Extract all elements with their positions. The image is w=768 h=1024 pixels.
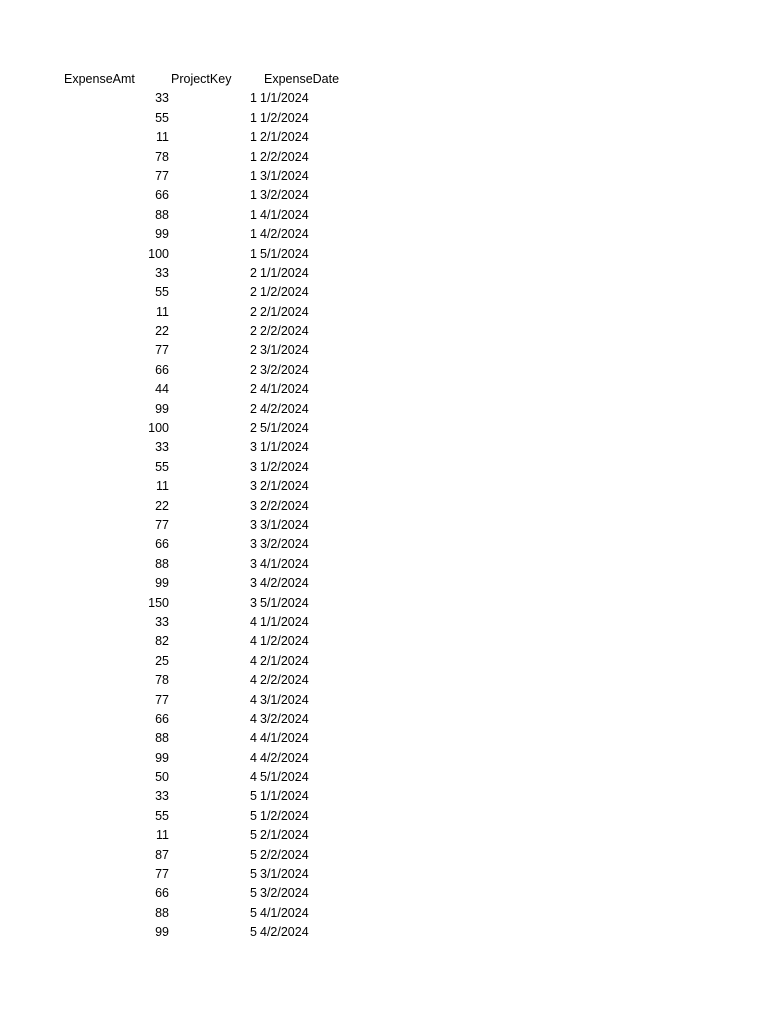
expense-date-cell: 3/2/2024 (260, 188, 309, 203)
expense-amt-cell: 66 (155, 886, 169, 901)
project-key-cell: 2 (250, 343, 257, 358)
expense-date-cell: 2/1/2024 (260, 828, 309, 843)
expense-amt-cell: 77 (155, 867, 169, 882)
table-row (0, 691, 768, 710)
expense-amt-cell: 99 (155, 401, 169, 416)
header-project-key: ProjectKey (171, 72, 232, 86)
expense-date-cell: 3/2/2024 (260, 362, 309, 377)
project-key-cell: 4 (250, 673, 257, 688)
expense-date-cell: 4/2/2024 (260, 227, 309, 242)
project-key-cell: 3 (250, 517, 257, 532)
project-key-cell: 4 (250, 711, 257, 726)
expense-date-cell: 5/1/2024 (260, 246, 309, 261)
expense-amt-cell: 100 (148, 246, 169, 261)
table-row (0, 400, 768, 419)
expense-date-cell: 3/2/2024 (260, 537, 309, 552)
table-row (0, 652, 768, 671)
expense-date-cell: 4/1/2024 (260, 556, 309, 571)
expense-amt-cell: 22 (155, 498, 169, 513)
project-key-cell: 1 (250, 188, 257, 203)
expense-date-cell: 4/1/2024 (260, 905, 309, 920)
header-row (0, 70, 768, 89)
project-key-cell: 4 (250, 731, 257, 746)
table-row (0, 749, 768, 768)
table-row (0, 225, 768, 244)
table-row (0, 497, 768, 516)
expense-date-cell: 1/1/2024 (260, 440, 309, 455)
expense-amt-cell: 77 (155, 168, 169, 183)
project-key-cell: 5 (250, 828, 257, 843)
table-row (0, 516, 768, 535)
expense-date-cell: 4/2/2024 (260, 750, 309, 765)
expense-date-cell: 1/2/2024 (260, 110, 309, 125)
table-row (0, 303, 768, 322)
project-key-cell: 3 (250, 576, 257, 591)
expense-amt-cell: 150 (148, 595, 169, 610)
project-key-cell: 4 (250, 634, 257, 649)
table-row (0, 341, 768, 360)
expense-amt-cell: 88 (155, 207, 169, 222)
expense-amt-cell: 33 (155, 789, 169, 804)
project-key-cell: 2 (250, 362, 257, 377)
project-key-cell: 5 (250, 789, 257, 804)
expense-amt-cell: 33 (155, 614, 169, 629)
table-row (0, 613, 768, 632)
expense-amt-cell: 55 (155, 285, 169, 300)
expense-amt-cell: 78 (155, 149, 169, 164)
expense-date-cell: 4/2/2024 (260, 576, 309, 591)
expense-amt-cell: 50 (155, 770, 169, 785)
expense-amt-cell: 88 (155, 556, 169, 571)
expense-amt-cell: 11 (156, 828, 169, 843)
expense-amt-cell: 99 (155, 925, 169, 940)
table-row (0, 186, 768, 205)
project-key-cell: 3 (250, 459, 257, 474)
expense-date-cell: 2/1/2024 (260, 479, 309, 494)
expense-date-cell: 2/2/2024 (260, 673, 309, 688)
table-row (0, 167, 768, 186)
project-key-cell: 4 (250, 692, 257, 707)
expense-date-cell: 3/1/2024 (260, 867, 309, 882)
project-key-cell: 4 (250, 770, 257, 785)
expense-amt-cell: 11 (156, 479, 169, 494)
expense-amt-cell: 66 (155, 362, 169, 377)
project-key-cell: 5 (250, 847, 257, 862)
project-key-cell: 2 (250, 382, 257, 397)
expense-amt-cell: 78 (155, 673, 169, 688)
expense-amt-cell: 66 (155, 188, 169, 203)
expense-date-cell: 4/2/2024 (260, 401, 309, 416)
expense-date-cell: 1/1/2024 (260, 614, 309, 629)
project-key-cell: 3 (250, 498, 257, 513)
table-row (0, 283, 768, 302)
table-row (0, 574, 768, 593)
expense-date-cell: 4/1/2024 (260, 382, 309, 397)
table-row (0, 264, 768, 283)
expense-date-cell: 1/1/2024 (260, 789, 309, 804)
expense-date-cell: 3/1/2024 (260, 343, 309, 358)
project-key-cell: 3 (250, 479, 257, 494)
project-key-cell: 1 (250, 130, 257, 145)
project-key-cell: 3 (250, 537, 257, 552)
project-key-cell: 2 (250, 324, 257, 339)
expense-amt-cell: 87 (155, 847, 169, 862)
table-row (0, 458, 768, 477)
expense-date-cell: 1/2/2024 (260, 285, 309, 300)
table-row (0, 206, 768, 225)
expense-amt-cell: 25 (155, 653, 169, 668)
expense-amt-cell: 33 (155, 91, 169, 106)
table-row (0, 477, 768, 496)
expense-date-cell: 1/1/2024 (260, 265, 309, 280)
expense-date-cell: 5/1/2024 (260, 421, 309, 436)
table-row (0, 923, 768, 942)
project-key-cell: 4 (250, 614, 257, 629)
table-row (0, 884, 768, 903)
expense-date-cell: 3/1/2024 (260, 692, 309, 707)
expense-amt-cell: 77 (155, 343, 169, 358)
table-row (0, 322, 768, 341)
project-key-cell: 1 (250, 91, 257, 106)
project-key-cell: 2 (250, 421, 257, 436)
expense-date-cell: 3/1/2024 (260, 517, 309, 532)
project-key-cell: 1 (250, 149, 257, 164)
table-row (0, 535, 768, 554)
project-key-cell: 5 (250, 905, 257, 920)
table-row (0, 361, 768, 380)
table-row (0, 148, 768, 167)
project-key-cell: 5 (250, 925, 257, 940)
expense-date-cell: 2/1/2024 (260, 653, 309, 668)
project-key-cell: 1 (250, 246, 257, 261)
expense-date-cell: 4/2/2024 (260, 925, 309, 940)
expense-date-cell: 2/1/2024 (260, 130, 309, 145)
expense-amt-cell: 82 (155, 634, 169, 649)
project-key-cell: 5 (250, 886, 257, 901)
project-key-cell: 2 (250, 285, 257, 300)
table-row (0, 438, 768, 457)
project-key-cell: 2 (250, 265, 257, 280)
header-expense-date: ExpenseDate (264, 72, 340, 86)
project-key-cell: 5 (250, 867, 257, 882)
expense-date-cell: 2/1/2024 (260, 304, 309, 319)
project-key-cell: 3 (250, 440, 257, 455)
expense-date-cell: 2/2/2024 (260, 847, 309, 862)
expense-date-cell: 5/1/2024 (260, 770, 309, 785)
expense-date-cell: 2/2/2024 (260, 149, 309, 164)
table-row (0, 671, 768, 690)
table-row (0, 904, 768, 923)
table-row (0, 807, 768, 826)
table-row (0, 826, 768, 845)
expense-amt-cell: 88 (155, 905, 169, 920)
table-row (0, 710, 768, 729)
expense-amt-cell: 22 (155, 324, 169, 339)
expense-date-cell: 2/2/2024 (260, 498, 309, 513)
project-key-cell: 4 (250, 653, 257, 668)
expense-date-cell: 3/1/2024 (260, 168, 309, 183)
expense-amt-cell: 33 (155, 440, 169, 455)
project-key-cell: 3 (250, 595, 257, 610)
expense-amt-cell: 99 (155, 227, 169, 242)
project-key-cell: 4 (250, 750, 257, 765)
expense-date-cell: 1/1/2024 (260, 91, 309, 106)
expense-amt-cell: 66 (155, 537, 169, 552)
project-key-cell: 1 (250, 227, 257, 242)
table-row (0, 555, 768, 574)
expense-amt-cell: 100 (148, 421, 169, 436)
table-row (0, 787, 768, 806)
table-row (0, 245, 768, 264)
project-key-cell: 5 (250, 808, 257, 823)
table-row (0, 865, 768, 884)
expense-date-cell: 3/2/2024 (260, 711, 309, 726)
project-key-cell: 3 (250, 556, 257, 571)
table-row (0, 419, 768, 438)
expense-amt-cell: 55 (155, 808, 169, 823)
expense-amt-cell: 77 (155, 692, 169, 707)
expense-amt-cell: 99 (155, 750, 169, 765)
expense-amt-cell: 44 (155, 382, 169, 397)
expense-amt-cell: 99 (155, 576, 169, 591)
project-key-cell: 1 (250, 207, 257, 222)
table-row (0, 768, 768, 787)
expense-amt-cell: 88 (155, 731, 169, 746)
table-row (0, 846, 768, 865)
expense-date-cell: 1/2/2024 (260, 808, 309, 823)
table-row (0, 109, 768, 128)
expense-amt-cell: 55 (155, 110, 169, 125)
header-expense-amt: ExpenseAmt (64, 72, 135, 86)
expense-date-cell: 5/1/2024 (260, 595, 309, 610)
table-row (0, 729, 768, 748)
project-key-cell: 1 (250, 168, 257, 183)
expense-date-cell: 3/2/2024 (260, 886, 309, 901)
expense-amt-cell: 11 (156, 304, 169, 319)
project-key-cell: 1 (250, 110, 257, 125)
expense-amt-cell: 55 (155, 459, 169, 474)
expense-date-cell: 4/1/2024 (260, 731, 309, 746)
expense-date-cell: 2/2/2024 (260, 324, 309, 339)
project-key-cell: 2 (250, 304, 257, 319)
expense-date-cell: 4/1/2024 (260, 207, 309, 222)
project-key-cell: 2 (250, 401, 257, 416)
expense-amt-cell: 33 (155, 265, 169, 280)
expense-table (0, 70, 768, 943)
expense-amt-cell: 77 (155, 517, 169, 532)
table-row (0, 89, 768, 108)
expense-date-cell: 1/2/2024 (260, 634, 309, 649)
expense-amt-cell: 66 (155, 711, 169, 726)
table-row (0, 594, 768, 613)
table-row (0, 632, 768, 651)
expense-date-cell: 1/2/2024 (260, 459, 309, 474)
table-body (0, 89, 768, 942)
table-row (0, 128, 768, 147)
table-row (0, 380, 768, 399)
expense-amt-cell: 11 (156, 130, 169, 145)
